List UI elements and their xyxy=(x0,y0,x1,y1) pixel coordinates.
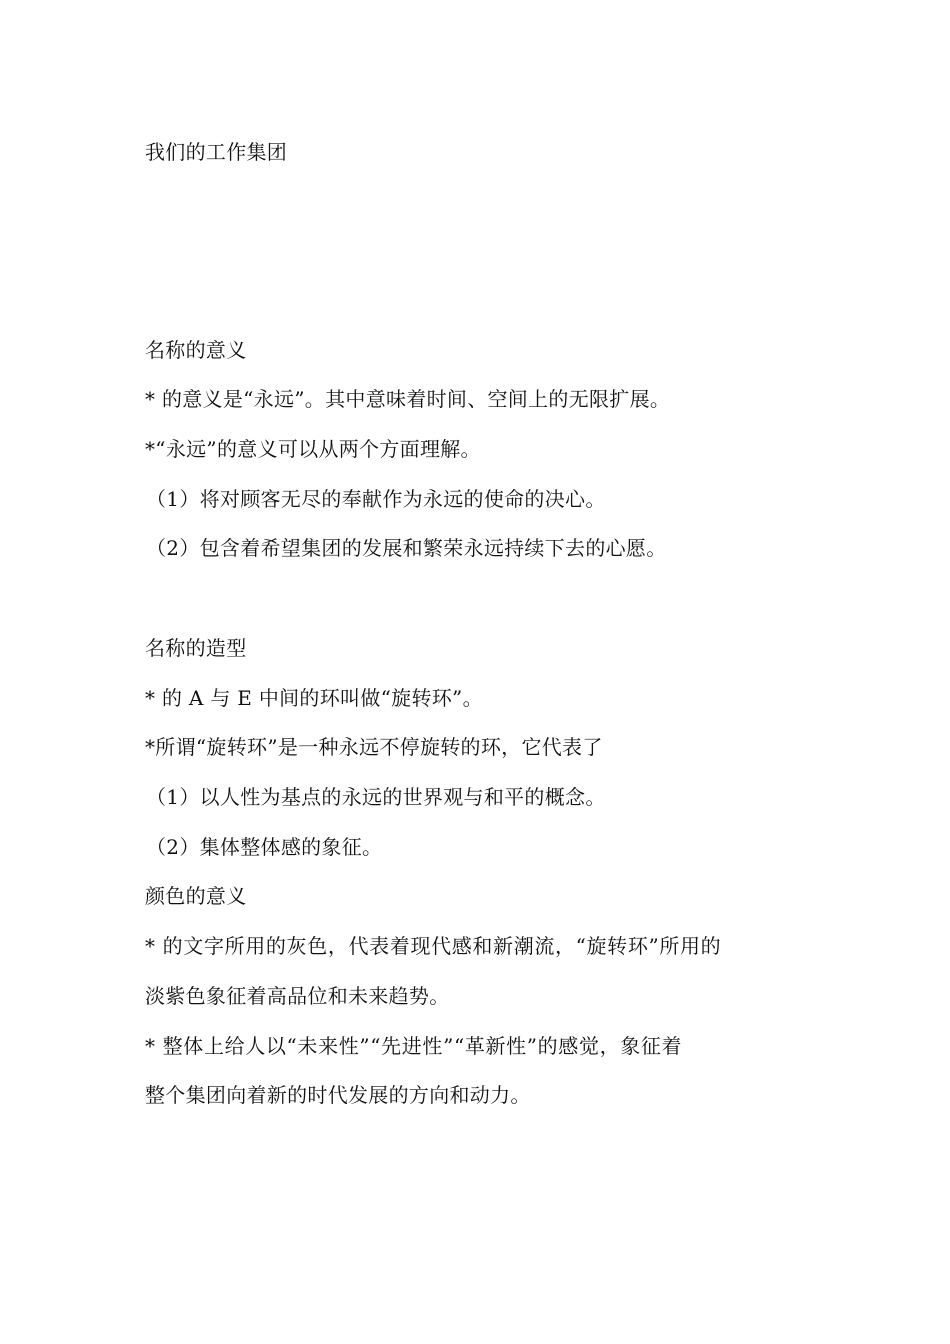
section-heading-name-meaning: 名称的意义 xyxy=(145,338,247,362)
section-heading-color-meaning: 颜色的意义 xyxy=(145,884,247,908)
section-heading-name-shape: 名称的造型 xyxy=(145,636,247,660)
list-item: （2）集体整体感的象征。 xyxy=(146,835,383,859)
paragraph-line: 整个集团向着新的时代发展的方向和动力。 xyxy=(145,1083,531,1107)
paragraph-line: *“永远”的意义可以从两个方面理解。 xyxy=(145,437,481,461)
paragraph-line: * 的 A 与 E 中间的环叫做“旋转环”。 xyxy=(145,686,483,710)
paragraph-line: * 的文字所用的灰色，代表着现代感和新潮流，“旋转环”所用的 xyxy=(145,934,722,958)
list-item: （1）以人性为基点的永远的世界观与和平的概念。 xyxy=(146,785,606,809)
document-title: 我们的工作集团 xyxy=(145,140,288,164)
list-item: （1）将对顾客无尽的奉献作为永远的使命的决心。 xyxy=(146,487,606,511)
list-item: （2）包含着希望集团的发展和繁荣永远持续下去的心愿。 xyxy=(146,536,667,560)
paragraph-line: * 的意义是“永远”。其中意味着时间、空间上的无限扩展。 xyxy=(145,387,671,411)
paragraph-line: *所谓“旋转环”是一种永远不停旋转的环，它代表了 xyxy=(145,735,603,759)
paragraph-line: 淡紫色象征着高品位和未来趋势。 xyxy=(145,984,450,1008)
paragraph-line: * 整体上给人以“未来性”“先进性”“革新性”的感觉，象征着 xyxy=(145,1034,683,1058)
